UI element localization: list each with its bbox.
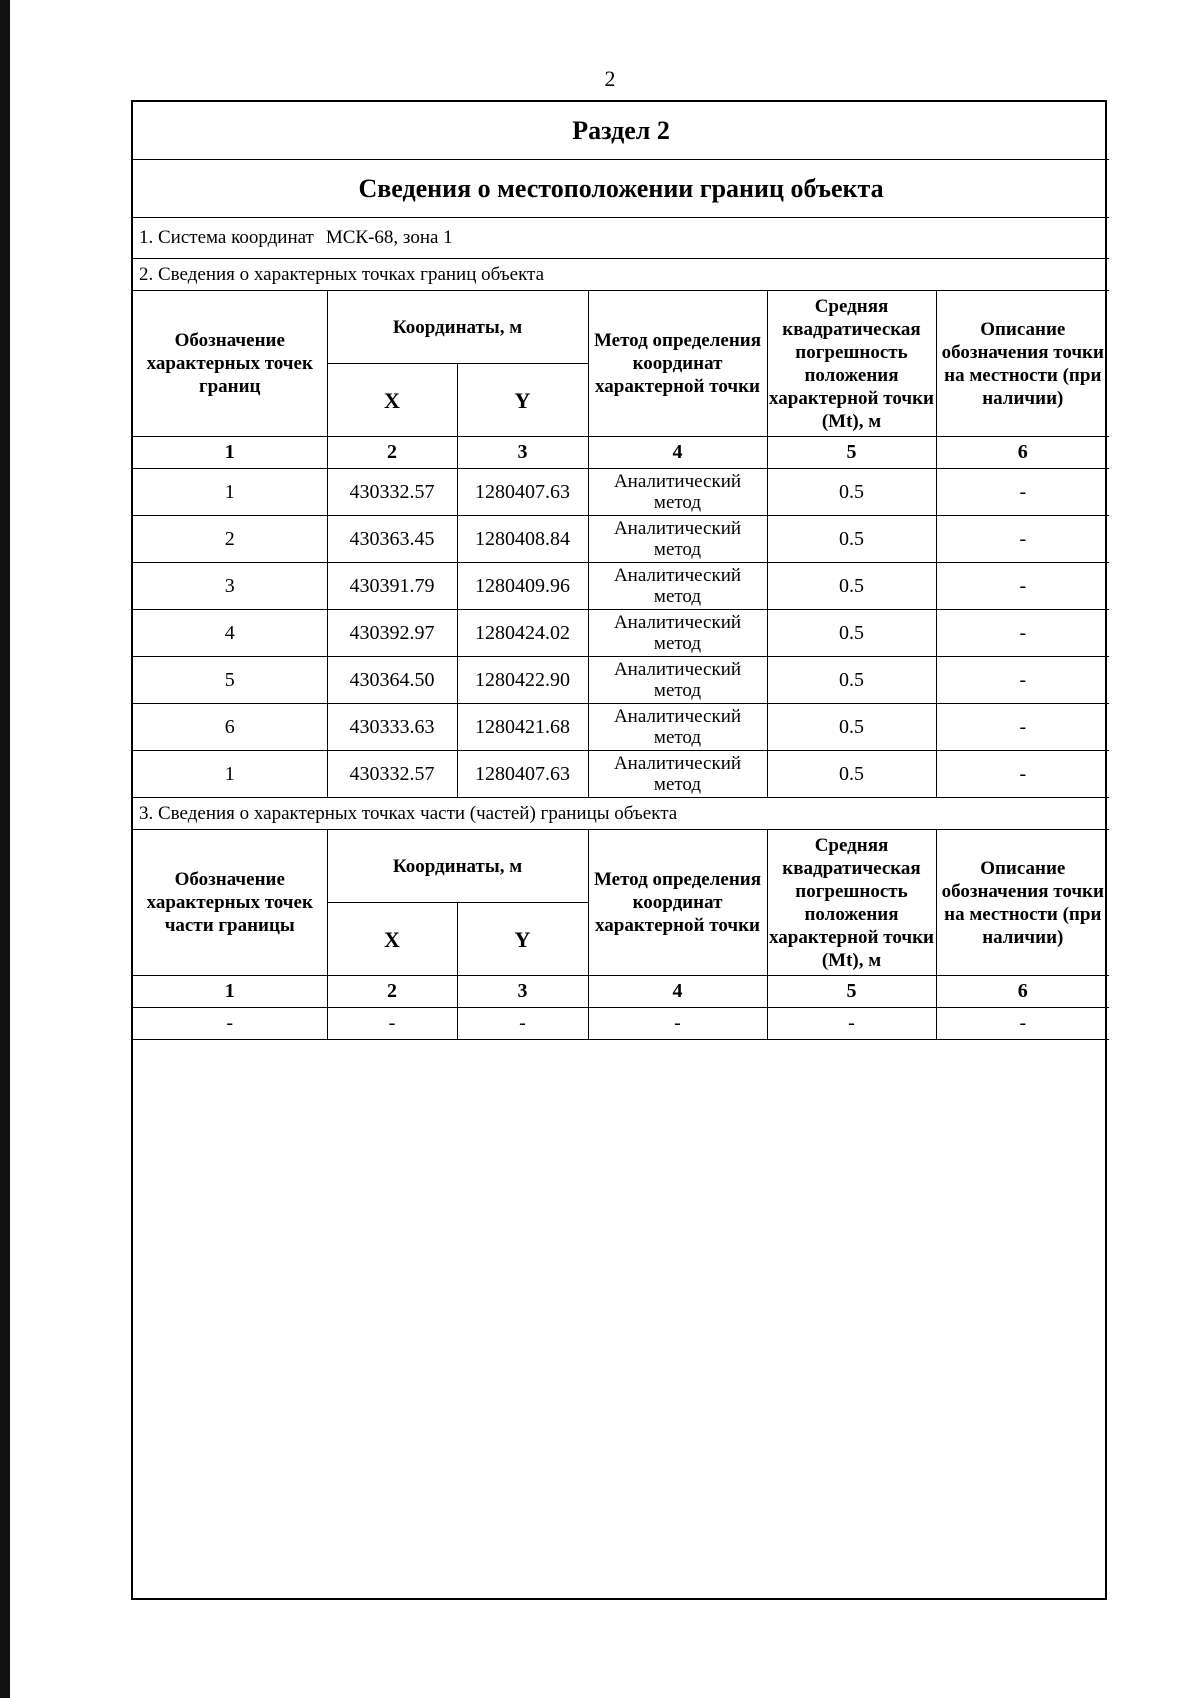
cell-method: Аналитический метод: [588, 704, 767, 751]
boundary-column-number: 2: [327, 437, 457, 469]
cell-error: 0.5: [767, 516, 936, 563]
cell-coord-y: 1280409.96: [457, 563, 588, 610]
part-column-numbers-row: [133, 976, 1109, 1008]
cell-description: -: [936, 610, 1109, 657]
part-column-number: 5: [767, 976, 936, 1008]
boundary-column-number: 3: [457, 437, 588, 469]
cell-method: -: [588, 1008, 767, 1040]
table-row: [133, 610, 1109, 657]
cell-description: -: [936, 469, 1109, 516]
cell-error: 0.5: [767, 563, 936, 610]
boundary-column-number: 4: [588, 437, 767, 469]
page-number: 2: [604, 66, 616, 91]
section-frame: [131, 100, 1107, 1600]
table-row: [133, 657, 1109, 704]
cell-description: -: [936, 704, 1109, 751]
cell-coord-x: 430363.45: [327, 516, 457, 563]
part-column-number: 6: [936, 976, 1109, 1008]
cell-method: Аналитический метод: [588, 516, 767, 563]
cell-point-id: 6: [133, 704, 327, 751]
part-header-error: Средняя квадратическая погрешность положения характерной точки (Mt), м: [767, 830, 936, 976]
boundary-column-number: 5: [767, 437, 936, 469]
cell-error: -: [767, 1008, 936, 1040]
cell-coord-x: -: [327, 1008, 457, 1040]
cell-coord-y: -: [457, 1008, 588, 1040]
part-header-coordinates: Координаты, м: [327, 830, 588, 903]
cell-coord-x: 430332.57: [327, 469, 457, 516]
cell-coord-y: 1280422.90: [457, 657, 588, 704]
part-column-number: 3: [457, 976, 588, 1008]
cell-point-id: 2: [133, 516, 327, 563]
header-coordinates: Координаты, м: [327, 291, 588, 364]
header-error: Средняя квадратическая погрешность положения характерной точки (Mt), м: [767, 291, 936, 437]
part-column-number: 2: [327, 976, 457, 1008]
cell-coord-y: 1280424.02: [457, 610, 588, 657]
boundary-column-number: 1: [133, 437, 327, 469]
cell-point-id: 1: [133, 469, 327, 516]
part-column-number: 4: [588, 976, 767, 1008]
table-row: [133, 563, 1109, 610]
cell-description: -: [936, 516, 1109, 563]
cell-point-id: -: [133, 1008, 327, 1040]
header-designation: Обозначение характерных точек границ: [133, 291, 327, 437]
cell-method: Аналитический метод: [588, 751, 767, 798]
boundary-column-number: 6: [936, 437, 1109, 469]
cell-description: -: [936, 751, 1109, 798]
document-title: Сведения о местоположении границ объекта: [133, 160, 1109, 218]
coordinate-system-value: МСК-68, зона 1: [325, 227, 453, 248]
part-header-x: X: [327, 903, 457, 976]
section-title: Раздел 2: [133, 102, 1109, 160]
cell-error: 0.5: [767, 657, 936, 704]
coordinate-system-row: [133, 218, 1109, 259]
part-points-caption: 3. Сведения о характерных точках части (частей) границы объекта: [133, 798, 1109, 830]
header-method: Метод определения координат характерной точки: [588, 291, 767, 437]
column-numbers-row: [133, 437, 1109, 469]
cell-error: 0.5: [767, 704, 936, 751]
part-column-number: 1: [133, 976, 327, 1008]
cell-coord-y: 1280421.68: [457, 704, 588, 751]
cell-coord-y: 1280408.84: [457, 516, 588, 563]
cell-method: Аналитический метод: [588, 657, 767, 704]
cell-description: -: [936, 563, 1109, 610]
cell-description: -: [936, 1008, 1109, 1040]
cell-coord-y: 1280407.63: [457, 469, 588, 516]
cell-coord-x: 430364.50: [327, 657, 457, 704]
cell-method: Аналитический метод: [588, 563, 767, 610]
table-row: [133, 516, 1109, 563]
header-y: Y: [457, 364, 588, 437]
table-row: [133, 704, 1109, 751]
part-header-description: Описание обозначения точки на местности (при наличии): [936, 830, 1109, 976]
part-header-method: Метод определения координат характерной точки: [588, 830, 767, 976]
cell-coord-x: 430391.79: [327, 563, 457, 610]
cell-point-id: 5: [133, 657, 327, 704]
header-x: X: [327, 364, 457, 437]
cell-error: 0.5: [767, 751, 936, 798]
cell-point-id: 1: [133, 751, 327, 798]
part-header-y: Y: [457, 903, 588, 976]
cell-coord-x: 430332.57: [327, 751, 457, 798]
coordinate-system-label: 1. Система координат: [139, 227, 314, 248]
cell-coord-x: 430392.97: [327, 610, 457, 657]
header-description: Описание обозначения точки на местности (при наличии): [936, 291, 1109, 437]
cell-point-id: 4: [133, 610, 327, 657]
cell-error: 0.5: [767, 469, 936, 516]
cell-coord-y: 1280407.63: [457, 751, 588, 798]
cell-method: Аналитический метод: [588, 469, 767, 516]
boundary-points-caption: 2. Сведения о характерных точках границ объекта: [133, 259, 1109, 291]
cell-coord-x: 430333.63: [327, 704, 457, 751]
table-row: [133, 469, 1109, 516]
part-header-designation: Обозначение характерных точек части границы: [133, 830, 327, 976]
cell-point-id: 3: [133, 563, 327, 610]
scan-edge: [0, 0, 10, 1698]
cell-error: 0.5: [767, 610, 936, 657]
table-row: [133, 1008, 1109, 1040]
table-row: [133, 751, 1109, 798]
cell-method: Аналитический метод: [588, 610, 767, 657]
boundary-table: [133, 102, 1109, 1040]
cell-description: -: [936, 657, 1109, 704]
